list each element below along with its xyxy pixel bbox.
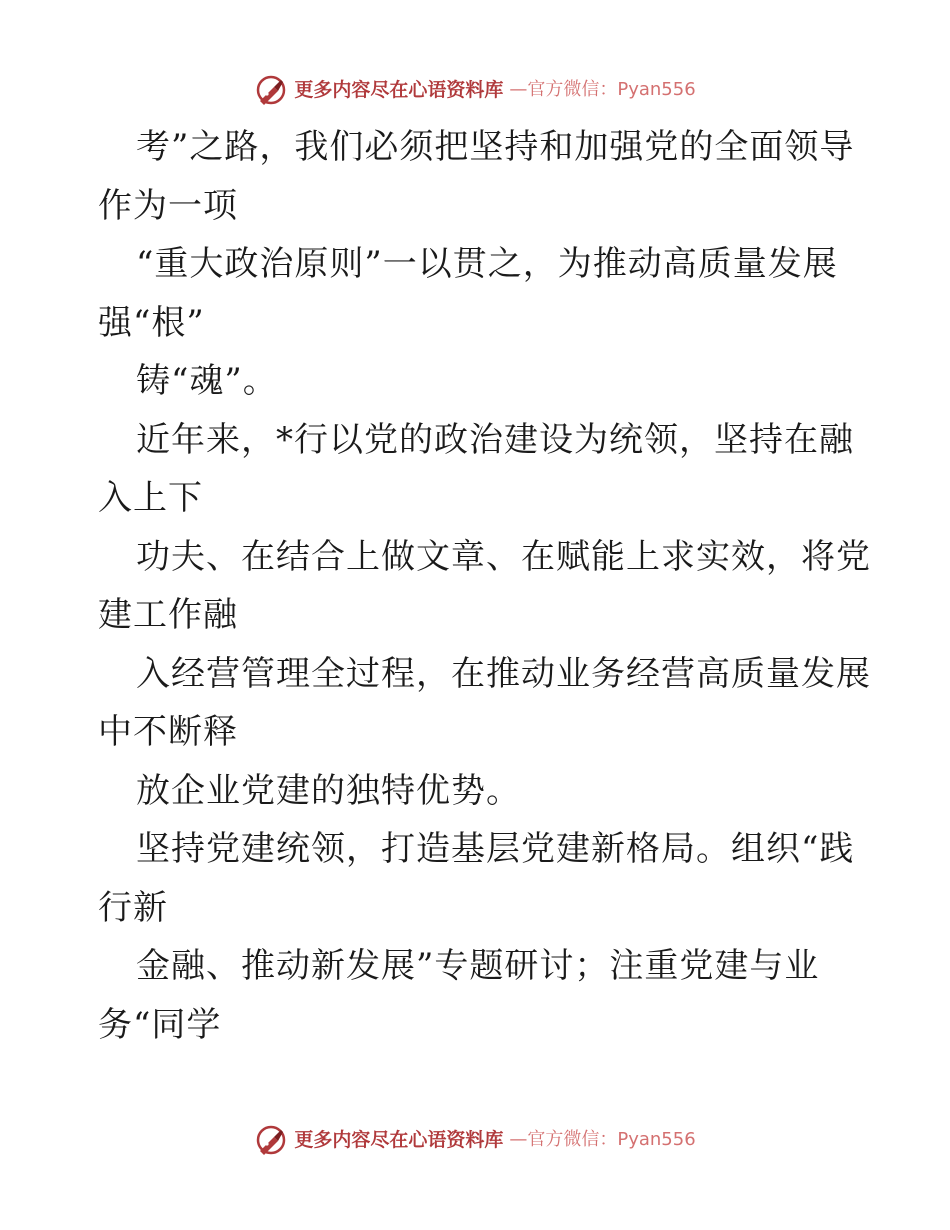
banner-main-text: 更多内容尽在心语资料库 — [294, 1128, 504, 1151]
pen-logo-icon — [254, 1123, 288, 1157]
banner-main-text: 更多内容尽在心语资料库 — [294, 78, 504, 101]
document-body — [98, 118, 871, 1054]
text-line: “重大政治原则”一以贯之，为推动高质量发展 — [136, 244, 838, 284]
text-line: 建工作融 — [98, 595, 238, 635]
text-line: 入经营管理全过程，在推动业务经营高质量发展 — [136, 653, 871, 694]
text-line: 行新 — [98, 887, 168, 928]
text-line: 强“根” — [98, 302, 205, 343]
text-line: 放企业党建的独特优势。 — [136, 770, 521, 811]
text-line: 坚持党建统领，打造基层党建新格局。组织“践 — [136, 829, 855, 869]
header-banner — [0, 70, 950, 110]
text-line: 作为一项 — [98, 185, 238, 226]
pen-logo-icon — [254, 73, 288, 107]
text-line: 中不断释 — [98, 712, 238, 752]
banner-wechat-text: —官方微信：Pyan556 — [509, 79, 696, 100]
banner-wechat-text: —官方微信：Pyan556 — [509, 1129, 696, 1150]
text-line: 铸“魂”。 — [136, 361, 278, 401]
footer-banner — [0, 1120, 950, 1160]
text-line: 近年来，*行以党的政治建设为统领，坚持在融 — [136, 419, 854, 460]
text-line: 考”之路，我们必须把坚持和加强党的全面领导 — [136, 127, 855, 167]
text-line: 金融、推动新发展”专题研讨；注重党建与业 — [136, 946, 820, 986]
text-line: 功夫、在结合上做文章、在赋能上求实效，将党 — [136, 536, 871, 577]
text-line: 务“同学 — [98, 1004, 222, 1045]
text-line: 入上下 — [98, 478, 203, 518]
